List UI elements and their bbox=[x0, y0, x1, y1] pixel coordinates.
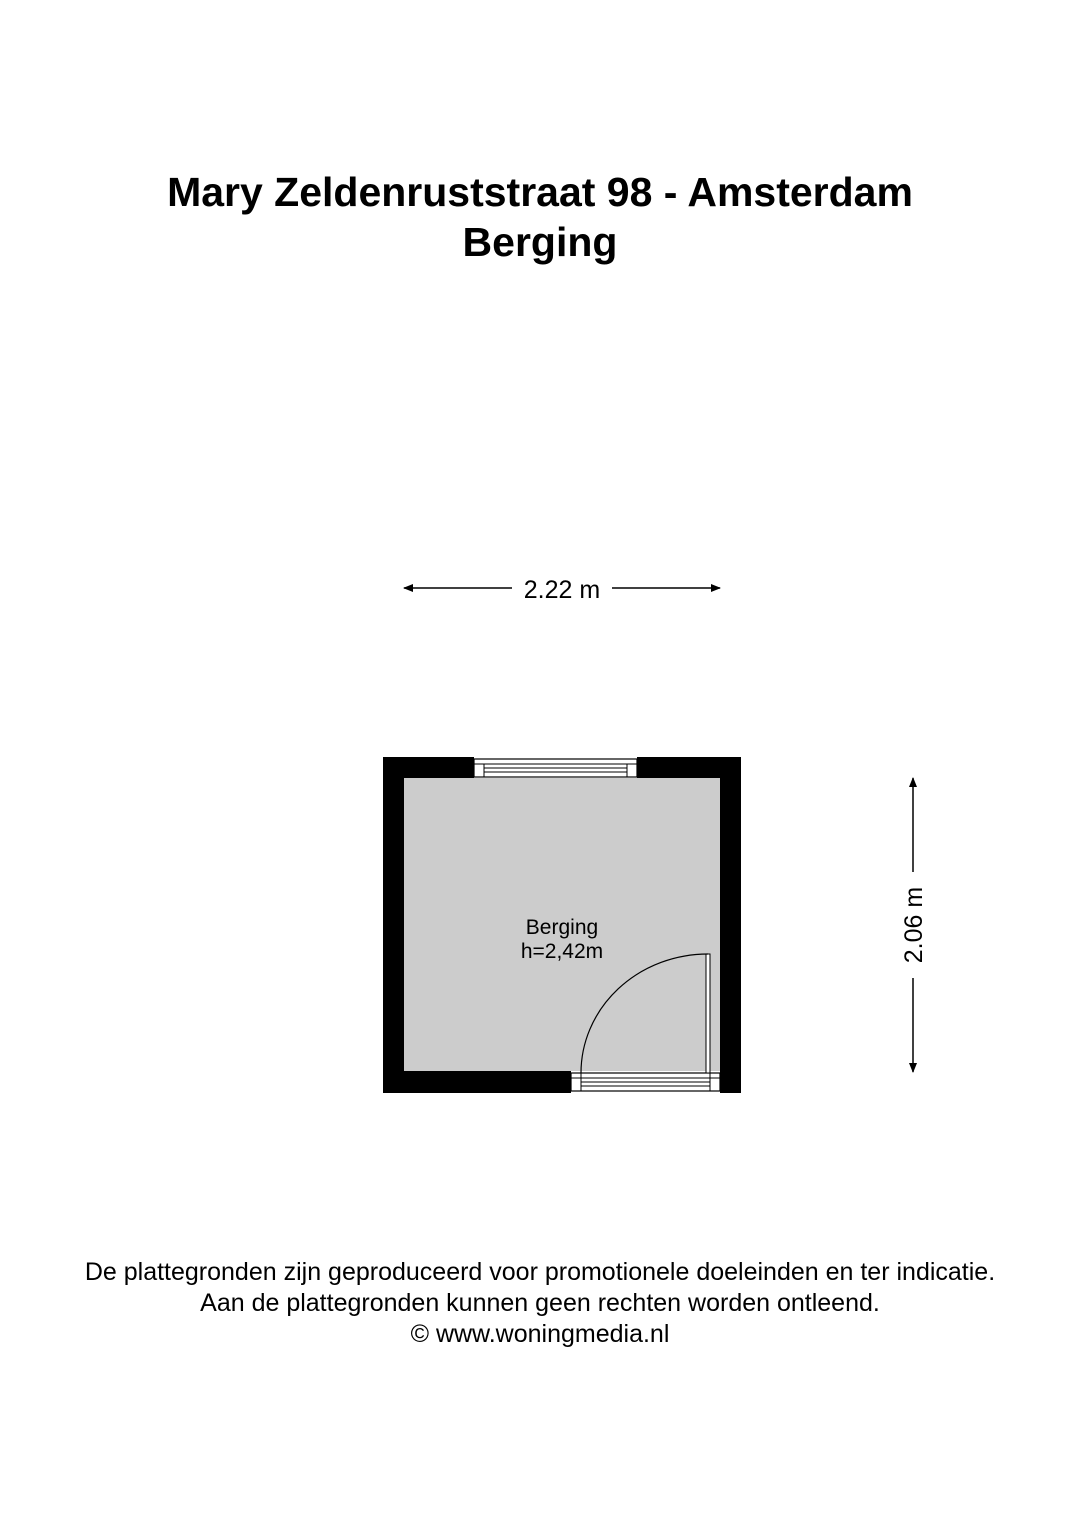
depth-label: 2.06 m bbox=[900, 886, 928, 964]
wall-left bbox=[383, 757, 404, 1093]
page-subtitle: Berging bbox=[462, 219, 618, 265]
width-dimension bbox=[404, 576, 720, 604]
window-top bbox=[474, 759, 637, 777]
wall-top-left bbox=[383, 757, 474, 778]
wall-right bbox=[720, 757, 741, 1093]
wall-bottom-left bbox=[383, 1071, 571, 1093]
room-name-label: Berging bbox=[525, 916, 599, 939]
width-label: 2.22 m bbox=[523, 576, 601, 604]
depth-dimension bbox=[900, 778, 928, 1072]
disclaimer-line-2: Aan de plattegronden kunnen geen rechten worden ontleend. bbox=[200, 1289, 880, 1317]
copyright-line: © www.woningmedia.nl bbox=[410, 1320, 670, 1348]
disclaimer-line-1: De plattegronden zijn geproduceerd voor promotionele doeleinden en ter indicatie. bbox=[84, 1258, 996, 1286]
page-title: Mary Zeldenruststraat 98 - Amsterdam bbox=[167, 169, 913, 215]
room-height-label: h=2,42m bbox=[520, 940, 604, 963]
room-berging bbox=[383, 757, 741, 1093]
